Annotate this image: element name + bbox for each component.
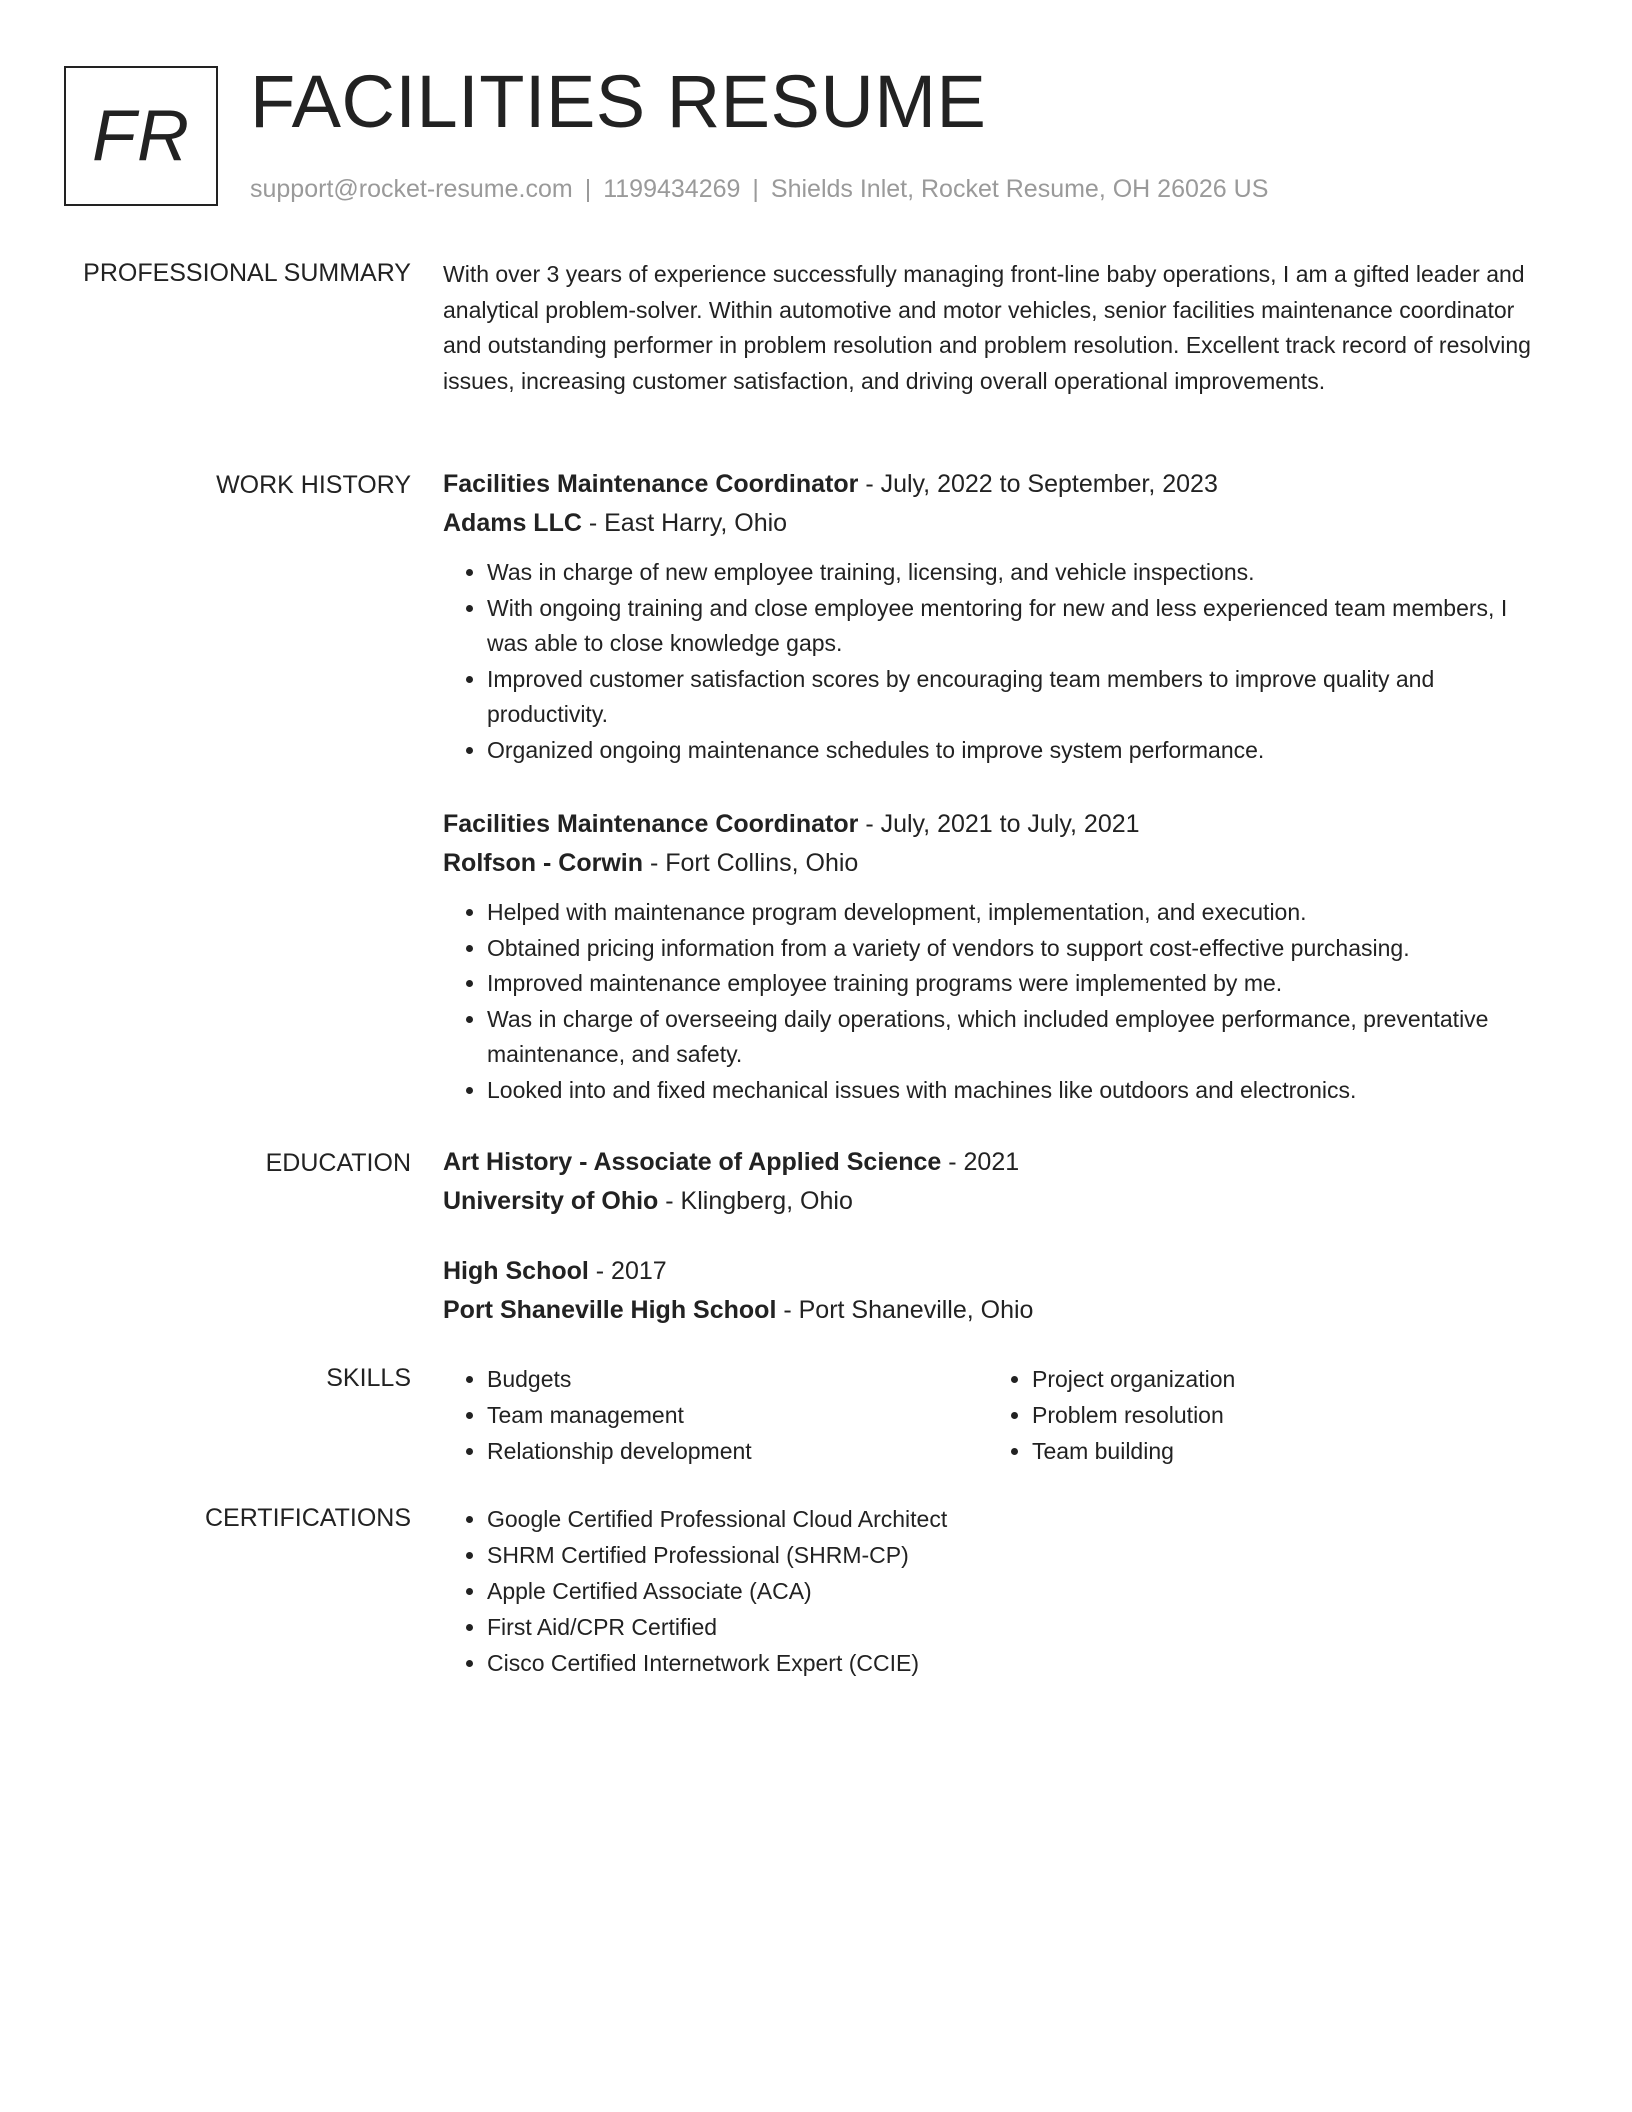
job-company-line [443,844,1553,883]
job-bullet: • Organized ongoing maintenance schedules to improve system performance. [487,733,1553,769]
certification-list [443,1501,1553,1681]
certification-item: • First Aid/CPR Certified [487,1609,1553,1645]
education-school: Port Shaneville High School [443,1296,777,1324]
education-degree: High School [443,1257,589,1285]
job-dates: - July, 2022 to September, 2023 [865,470,1218,498]
job-company-line [443,504,1553,543]
contact-phone[interactable]: 1199434269 [603,175,741,203]
work-history-body [443,465,1553,768]
job-bullet: • Was in charge of new employee training, licensing, and vehicle inspections. [487,555,1553,591]
contact-line [250,172,1268,206]
monogram-badge [64,66,218,206]
education-year: - 2021 [948,1148,1020,1176]
certification-item: • Cisco Certified Internetwork Expert (CCIE) [487,1645,1553,1681]
skills-column-left [443,1361,988,1469]
skill-item: • Relationship development [487,1433,988,1469]
summary-text: With over 3 years of experience successfully managing front-line baby operations, I am a gifted leader and analytical problem-solver. Within automotive and motor vehicles, senior facilities maintenance coordinator and outstanding performer in problem resolution and problem resolution. Excellent track record of resolving issues, increasing customer satisfaction, and driving overall operational improvements. [443,261,1531,394]
skills-body [443,1361,1553,1469]
job-bullet: • Looked into and fixed mechanical issues with machines like outdoors and electronics. [487,1073,1553,1109]
skill-item: • Problem resolution [1032,1397,1533,1433]
job-title-line [443,465,1553,504]
job-bullets [443,555,1553,768]
job-bullet: • Helped with maintenance program development, implementation, and execution. [487,895,1553,931]
job-dates: - July, 2021 to July, 2021 [865,810,1140,838]
education-location: - Port Shaneville, Ohio [783,1296,1034,1324]
contact-email[interactable]: support@rocket-resume.com [250,175,573,203]
certification-item: • Google Certified Professional Cloud Architect [487,1501,1553,1537]
job-bullet: • Improved maintenance employee training programs were implemented by me. [487,966,1553,1002]
skill-item: • Budgets [487,1361,988,1397]
summary-heading: PROFESSIONAL SUMMARY [83,259,411,287]
job-location: - East Harry, Ohio [588,509,788,537]
education-school-line [443,1291,1553,1330]
education-location: - Klingberg, Ohio [665,1187,853,1215]
job-bullet: • Improved customer satisfaction scores by encouraging team members to improve quality and productivity. [487,662,1553,733]
job-bullet: • Was in charge of overseeing daily operations, which included employee performance, preventative maintenance, and safety. [487,1002,1553,1073]
certification-item: • SHRM Certified Professional (SHRM-CP) [487,1537,1553,1573]
education-body-2 [443,1252,1553,1330]
skills-heading: SKILLS [326,1364,411,1392]
job-entry [443,805,1553,1108]
education-body [443,1143,1553,1221]
education-degree-line [443,1252,1553,1291]
job-company: Adams LLC [443,509,582,537]
skills-grid [443,1361,1553,1469]
certifications-body [443,1501,1553,1681]
contact-address: Shields Inlet, Rocket Resume, OH 26026 US [770,175,1269,203]
education-degree: Art History - Associate of Applied Science [443,1148,942,1176]
education-school: University of Ohio [443,1187,659,1215]
skills-column-right [988,1361,1533,1469]
education-heading: EDUCATION [265,1149,411,1177]
contact-separator: | [752,175,759,203]
work-history-body-2 [443,805,1553,1108]
education-year: - 2017 [595,1257,667,1285]
education-entry [443,1252,1553,1330]
summary-body [443,257,1553,399]
job-bullet: • With ongoing training and close employee mentoring for new and less experienced team members, I was able to close knowledge gaps. [487,591,1553,662]
contact-separator: | [584,175,592,203]
job-title: Facilities Maintenance Coordinator [443,470,859,498]
job-location: - Fort Collins, Ohio [649,849,859,877]
skill-item: • Team management [487,1397,988,1433]
certifications-heading: CERTIFICATIONS [204,1504,411,1532]
resume-title: FACILITIES RESUME [250,60,987,143]
education-degree-line [443,1143,1553,1182]
job-title: Facilities Maintenance Coordinator [443,810,859,838]
work-history-heading: WORK HISTORY [216,471,411,499]
skill-item: • Team building [1032,1433,1533,1469]
monogram-initials: FR [92,96,190,176]
education-school-line [443,1182,1553,1221]
education-entry [443,1143,1553,1221]
job-entry [443,465,1553,768]
job-bullet: • Obtained pricing information from a variety of vendors to support cost-effective purchasing. [487,931,1553,967]
job-bullets [443,895,1553,1108]
job-company: Rolfson - Corwin [443,849,643,877]
skill-item: • Project organization [1032,1361,1533,1397]
job-title-line [443,805,1553,844]
certification-item: • Apple Certified Associate (ACA) [487,1573,1553,1609]
